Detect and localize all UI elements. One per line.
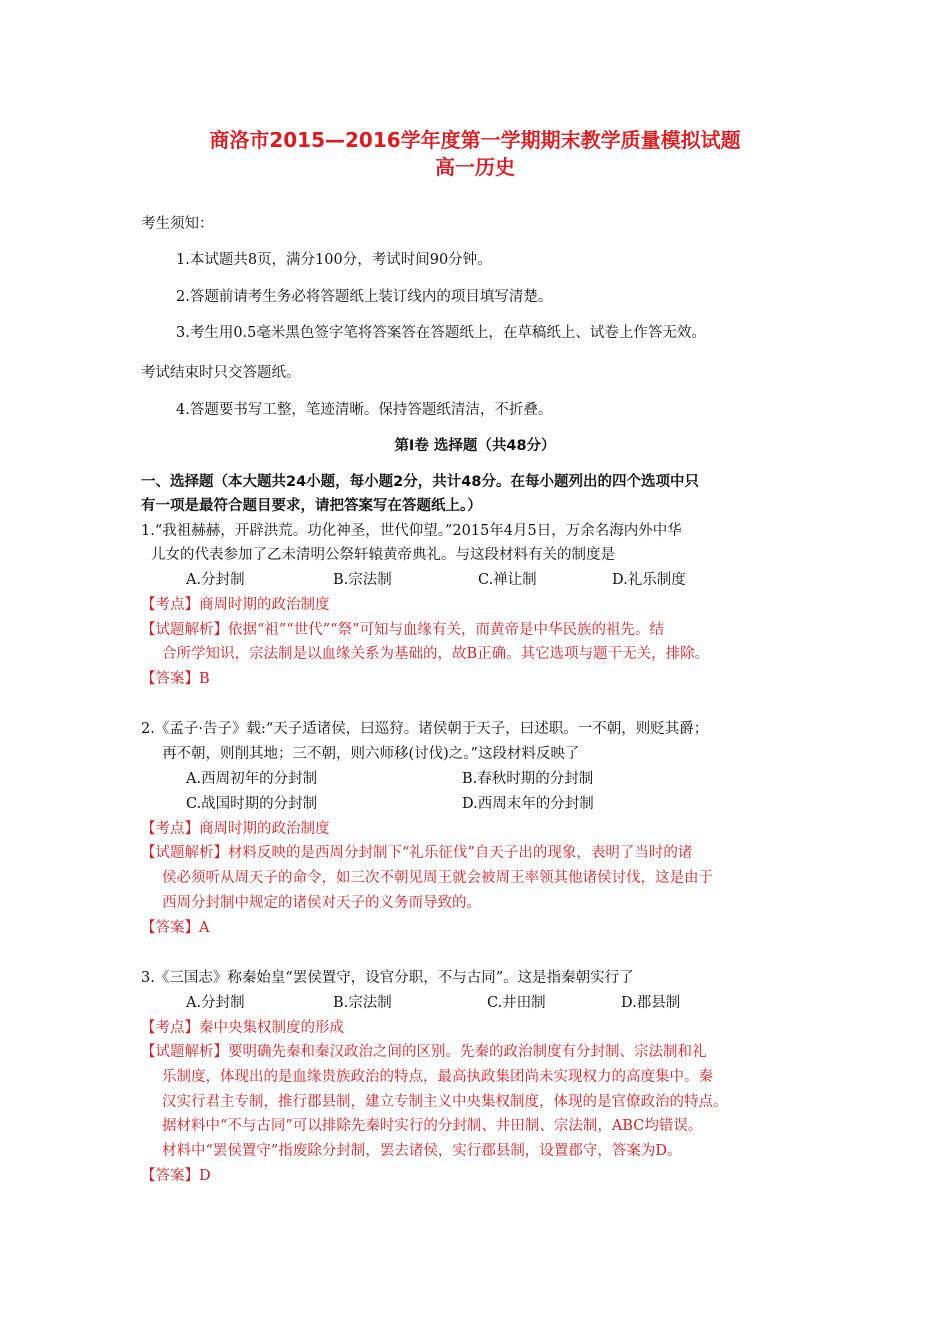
exam-subject: 高一历史 bbox=[435, 155, 515, 179]
notice-heading: 考生须知： bbox=[141, 216, 214, 232]
question-3-option-c: C.井田制 bbox=[487, 995, 546, 1011]
question-3-jiexi-line-5: 材料中“罢侯置守”指废除分封制，罢去诸侯，实行郡县制，设置郡守，答案为D。 bbox=[162, 1143, 682, 1159]
question-3-option-d: D.郡县制 bbox=[621, 995, 681, 1011]
notice-end-note: 考试结束时只交答题纸。 bbox=[141, 365, 301, 381]
question-1-jiexi-line-1: 【试题解析】依据“祖”“世代”“祭”可知与血缘有关，而黄帝是中华民族的祖先。结 bbox=[141, 622, 664, 638]
question-3-stem-line-1: 3.《三国志》称秦始皇“罢侯置守，设官分职，不与古同”。这是指秦朝实行了 bbox=[141, 970, 634, 986]
exam-title: 商洛市2015—2016学年度第一学期期末教学质量模拟试题 bbox=[209, 128, 741, 152]
question-3-jiexi-line-3: 汉实行君主专制，推行郡县制，建立专制主义中央集权制度，体现的是官僚政治的特点。 bbox=[162, 1094, 728, 1110]
question-1-answer: 【答案】B bbox=[141, 671, 210, 687]
notice-item-2: 2.答题前请考生务必将答题纸上装订线内的项目填写清楚。 bbox=[176, 289, 553, 305]
question-3-jiexi-line-2: 乐制度，体现出的是血缘贵族政治的特点，最高执政集团尚未实现权力的高度集中。秦 bbox=[162, 1069, 713, 1085]
question-1-jiexi-line-2: 合所学知识，宗法制是以血缘关系为基础的，故B正确。其它选项与题干无关，排除。 bbox=[162, 646, 710, 662]
question-1-option-a: A.分封制 bbox=[186, 572, 245, 588]
question-1-kaodian: 【考点】商周时期的政治制度 bbox=[141, 597, 330, 613]
notice-item-4: 4.答题要书写工整，笔迹清晰。保持答题纸清洁，不折叠。 bbox=[176, 402, 553, 418]
question-2-option-b: B.春秋时期的分封制 bbox=[462, 771, 594, 787]
question-3-answer: 【答案】D bbox=[141, 1168, 211, 1184]
question-2-stem-line-1: 2.《孟子·告子》载:“天子适诸侯，曰巡狩。诸侯朝于天子，曰述职。一不朝，则贬其爵； bbox=[141, 721, 709, 737]
question-3-jiexi-line-4: 据材料中“不与古同”可以排除先秦时实行的分封制、井田制、宗法制，ABC均错误。 bbox=[162, 1118, 703, 1134]
section-instruction-line-2: 有一项是最符合题目要求，请把答案写在答题纸上。） bbox=[141, 498, 482, 514]
section-heading: 第Ⅰ卷 选择题（共48分） bbox=[394, 438, 556, 454]
notice-item-1: 1.本试题共8页，满分100分，考试时间90分钟。 bbox=[176, 252, 492, 268]
question-1-stem-line-1: 1.“我祖赫赫，开辟洪荒。功化神圣，世代仰望。”2015年4月5日，万余名海内外中华 bbox=[141, 523, 682, 539]
question-3-kaodian: 【考点】秦中央集权制度的形成 bbox=[141, 1020, 344, 1036]
question-3-option-b: B.宗法制 bbox=[333, 995, 392, 1011]
question-3-jiexi-line-1: 【试题解析】要明确先秦和秦汉政治之间的区别。先秦的政治制度有分封制、宗法制和礼 bbox=[141, 1044, 707, 1060]
question-1-option-b: B.宗法制 bbox=[333, 572, 392, 588]
question-1-stem-line-2: 儿女的代表参加了乙未清明公祭轩辕黄帝典礼。与这段材料有关的制度是 bbox=[151, 547, 615, 563]
question-3-option-a: A.分封制 bbox=[186, 995, 245, 1011]
question-2-answer: 【答案】A bbox=[141, 920, 210, 936]
question-1-option-d: D.礼乐制度 bbox=[612, 572, 686, 588]
question-2-stem-line-2: 再不朝，则削其地；三不朝，则六师移(讨伐)之。”这段材料反映了 bbox=[162, 746, 580, 762]
question-2-kaodian: 【考点】商周时期的政治制度 bbox=[141, 821, 330, 837]
notice-item-3: 3.考生用0.5毫米黑色签字笔将答案答在答题纸上，在草稿纸上、试卷上作答无效。 bbox=[176, 325, 706, 341]
section-instruction-line-1: 一、选择题（本大题共24小题，每小题2分，共计48分。在每小题列出的四个选项中只 bbox=[141, 474, 699, 490]
question-2-option-c: C.战国时期的分封制 bbox=[186, 796, 318, 812]
question-1-option-c: C.禅让制 bbox=[478, 572, 537, 588]
question-2-option-a: A.西周初年的分封制 bbox=[186, 771, 318, 787]
question-2-jiexi-line-1: 【试题解析】材料反映的是西周分封制下“礼乐征伐”自天子出的现象，表明了当时的诸 bbox=[141, 845, 693, 861]
question-2-option-d: D.西周末年的分封制 bbox=[462, 796, 594, 812]
question-2-jiexi-line-3: 西周分封制中规定的诸侯对天子的义务而导致的。 bbox=[162, 895, 481, 911]
question-2-jiexi-line-2: 侯必须听从周天子的命令，如三次不朝见周王就会被周王率领其他诸侯讨伐，这是由于 bbox=[162, 870, 713, 886]
